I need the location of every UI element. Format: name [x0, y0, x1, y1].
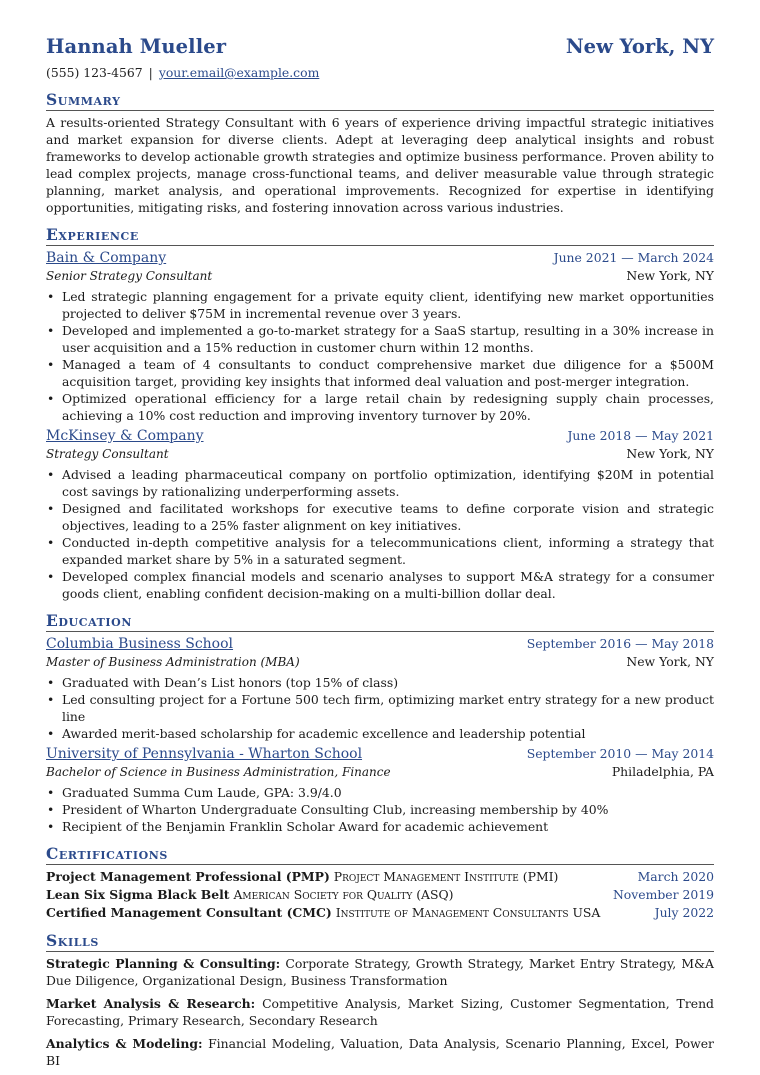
bullet-item: • Designed and facilitated workshops for executive teams to define corporate vision and strategic objectives, leading to a 25% faster alignment on key initiatives.: [47, 501, 714, 533]
bullet-item: • Developed and implemented a go-to-market strategy for a SaaS startup, resulting in a 30% increase in user acquisition and a 15% reduction in customer churn within 12 months.: [47, 323, 714, 355]
certification-date: July 2022: [654, 905, 714, 920]
experience-entry: [46, 249, 714, 424]
certification-name: Lean Six Sigma Black Belt: [46, 887, 230, 902]
skill-group-text: Financial Modeling, Valuation, Data Analysis, Scenario Planning, Excel, Power BI: [46, 1036, 714, 1068]
bullet-icon: •: [47, 323, 55, 338]
certification-issuer: Project Management Institute (PMI): [333, 869, 559, 884]
certification-list: [46, 868, 714, 922]
bullet-icon: •: [47, 675, 55, 690]
skill-group: [46, 995, 714, 1029]
degree-title: Bachelor of Science in Business Administration, Finance: [46, 765, 391, 779]
school-link[interactable]: Columbia Business School: [46, 636, 234, 652]
email-link[interactable]: your.email@example.com: [158, 65, 320, 80]
certification-issuer: American Society for Quality (ASQ): [233, 887, 454, 902]
employer-link[interactable]: Bain & Company: [46, 250, 167, 266]
skill-group-label: Analytics & Modeling:: [46, 1036, 203, 1051]
skill-group-text: Competitive Analysis, Market Sizing, Customer Segmentation, Trend Forecasting, Primary Research, Secondary Research: [46, 996, 714, 1028]
contact-line: [46, 64, 714, 81]
bullet-item: • Awarded merit-based scholarship for academic excellence and leadership potential: [47, 726, 586, 741]
contact-separator: |: [148, 65, 153, 80]
education-entry: [46, 745, 714, 835]
section-title-certifications: Certifications: [46, 845, 714, 865]
certification-name: Certified Management Consultant (CMC): [46, 905, 332, 920]
certification-item: [46, 868, 714, 886]
job-title: Strategy Consultant: [46, 447, 169, 461]
bullet-item: • Advised a leading pharmaceutical company on portfolio optimization, identifying $20M in potential cost savings by rationalizing underperforming assets.: [47, 467, 714, 499]
bullet-icon: •: [47, 501, 55, 516]
section-title-summary: Summary: [46, 91, 714, 111]
skill-group: [46, 955, 714, 989]
education-entry: [46, 635, 714, 742]
bullet-item: • Managed a team of 4 consultants to conduct comprehensive market due diligence for a $500M acquisition target, providing key insights that informed deal valuation and post-merger integration.: [47, 357, 714, 389]
skill-group-text: Corporate Strategy, Growth Strategy, Market Entry Strategy, M&A Due Diligence, Organizational Design, Business Transformation: [46, 956, 714, 988]
entry-dates: September 2010 — May 2014: [526, 746, 714, 761]
section-title-experience: Experience: [46, 226, 714, 246]
bullet-item: • Led consulting project for a Fortune 500 tech firm, optimizing market entry strategy for a new product line: [47, 692, 714, 724]
certification-issuer: Institute of Management Consultants USA: [335, 905, 601, 920]
bullet-icon: •: [47, 819, 55, 834]
phone-number: (555) 123-4567: [46, 65, 143, 80]
skill-group: [46, 1035, 714, 1069]
employer-link[interactable]: McKinsey & Company: [46, 428, 204, 444]
certification-item: [46, 886, 714, 904]
bullet-item: • Graduated with Dean’s List honors (top 15% of class): [47, 675, 399, 690]
summary-text: A results-oriented Strategy Consultant with 6 years of experience driving impactful strategic initiatives and market expansion for diverse clients. Adept at leveraging deep analytical insights and robust frameworks to develop actionable growth strategies and optimize business performance. Proven ability to lead complex projects, manage cross-functional teams, and deliver measurable value through strategic planning, market analysis, and operational improvements. Recognized for expertise in identifying opportunities, mitigating risks, and fostering innovation across various industries.: [46, 115, 714, 215]
experience-entry: [46, 427, 714, 602]
certification-name: Project Management Professional (PMP): [46, 869, 330, 884]
bullet-icon: •: [47, 467, 55, 482]
bullet-icon: •: [47, 692, 55, 707]
section-title-education: Education: [46, 612, 714, 632]
bullet-item: • President of Wharton Undergraduate Consulting Club, increasing membership by 40%: [47, 802, 609, 817]
bullet-icon: •: [47, 535, 55, 550]
certification-date: November 2019: [612, 887, 714, 902]
bullet-list: [46, 674, 714, 742]
skill-group-label: Market Analysis & Research:: [46, 996, 256, 1011]
entry-location: New York, NY: [626, 446, 714, 461]
bullet-list: [46, 784, 714, 835]
candidate-location: New York, NY: [565, 35, 714, 58]
job-title: Senior Strategy Consultant: [46, 269, 213, 283]
school-link[interactable]: University of Pennsylvania - Wharton School: [46, 746, 363, 762]
bullet-icon: •: [47, 726, 55, 741]
candidate-name: Hannah Mueller: [46, 35, 227, 58]
entry-location: New York, NY: [626, 268, 714, 283]
degree-title: Master of Business Administration (MBA): [46, 655, 300, 669]
certification-item: [46, 904, 714, 922]
section-title-skills: Skills: [46, 932, 714, 952]
bullet-icon: •: [47, 802, 55, 817]
bullet-item: • Recipient of the Benjamin Franklin Scholar Award for academic achievement: [47, 819, 549, 834]
bullet-item: • Developed complex financial models and scenario analyses to support M&A strategy for a consumer goods client, enabling confident decision-making on a multi-billion dollar deal.: [47, 569, 714, 601]
bullet-item: • Led strategic planning engagement for a private equity client, identifying new market opportunities projected to deliver $75M in incremental revenue over 3 years.: [47, 289, 714, 321]
bullet-list: [46, 288, 714, 424]
entry-dates: September 2016 — May 2018: [526, 636, 714, 651]
bullet-icon: •: [47, 391, 55, 406]
entry-location: New York, NY: [626, 654, 714, 669]
bullet-item: • Optimized operational efficiency for a large retail chain by redesigning supply chain processes, achieving a 10% cost reduction and improving inventory turnover by 20%.: [47, 391, 714, 423]
certification-date: March 2020: [637, 869, 714, 884]
bullet-icon: •: [47, 289, 55, 304]
bullet-list: [46, 466, 714, 602]
bullet-icon: •: [47, 357, 55, 372]
skill-group-label: Strategic Planning & Consulting:: [46, 956, 281, 971]
bullet-icon: •: [47, 785, 55, 800]
entry-dates: June 2021 — March 2024: [553, 250, 714, 265]
resume-header: [46, 35, 714, 58]
bullet-item: • Conducted in-depth competitive analysis for a telecommunications client, informing a strategy that expanded market share by 5% in a saturated segment.: [47, 535, 714, 567]
entry-dates: June 2018 — May 2021: [567, 428, 714, 443]
entry-location: Philadelphia, PA: [611, 764, 714, 779]
bullet-icon: •: [47, 569, 55, 584]
bullet-item: • Graduated Summa Cum Laude, GPA: 3.9/4.0: [47, 785, 342, 800]
